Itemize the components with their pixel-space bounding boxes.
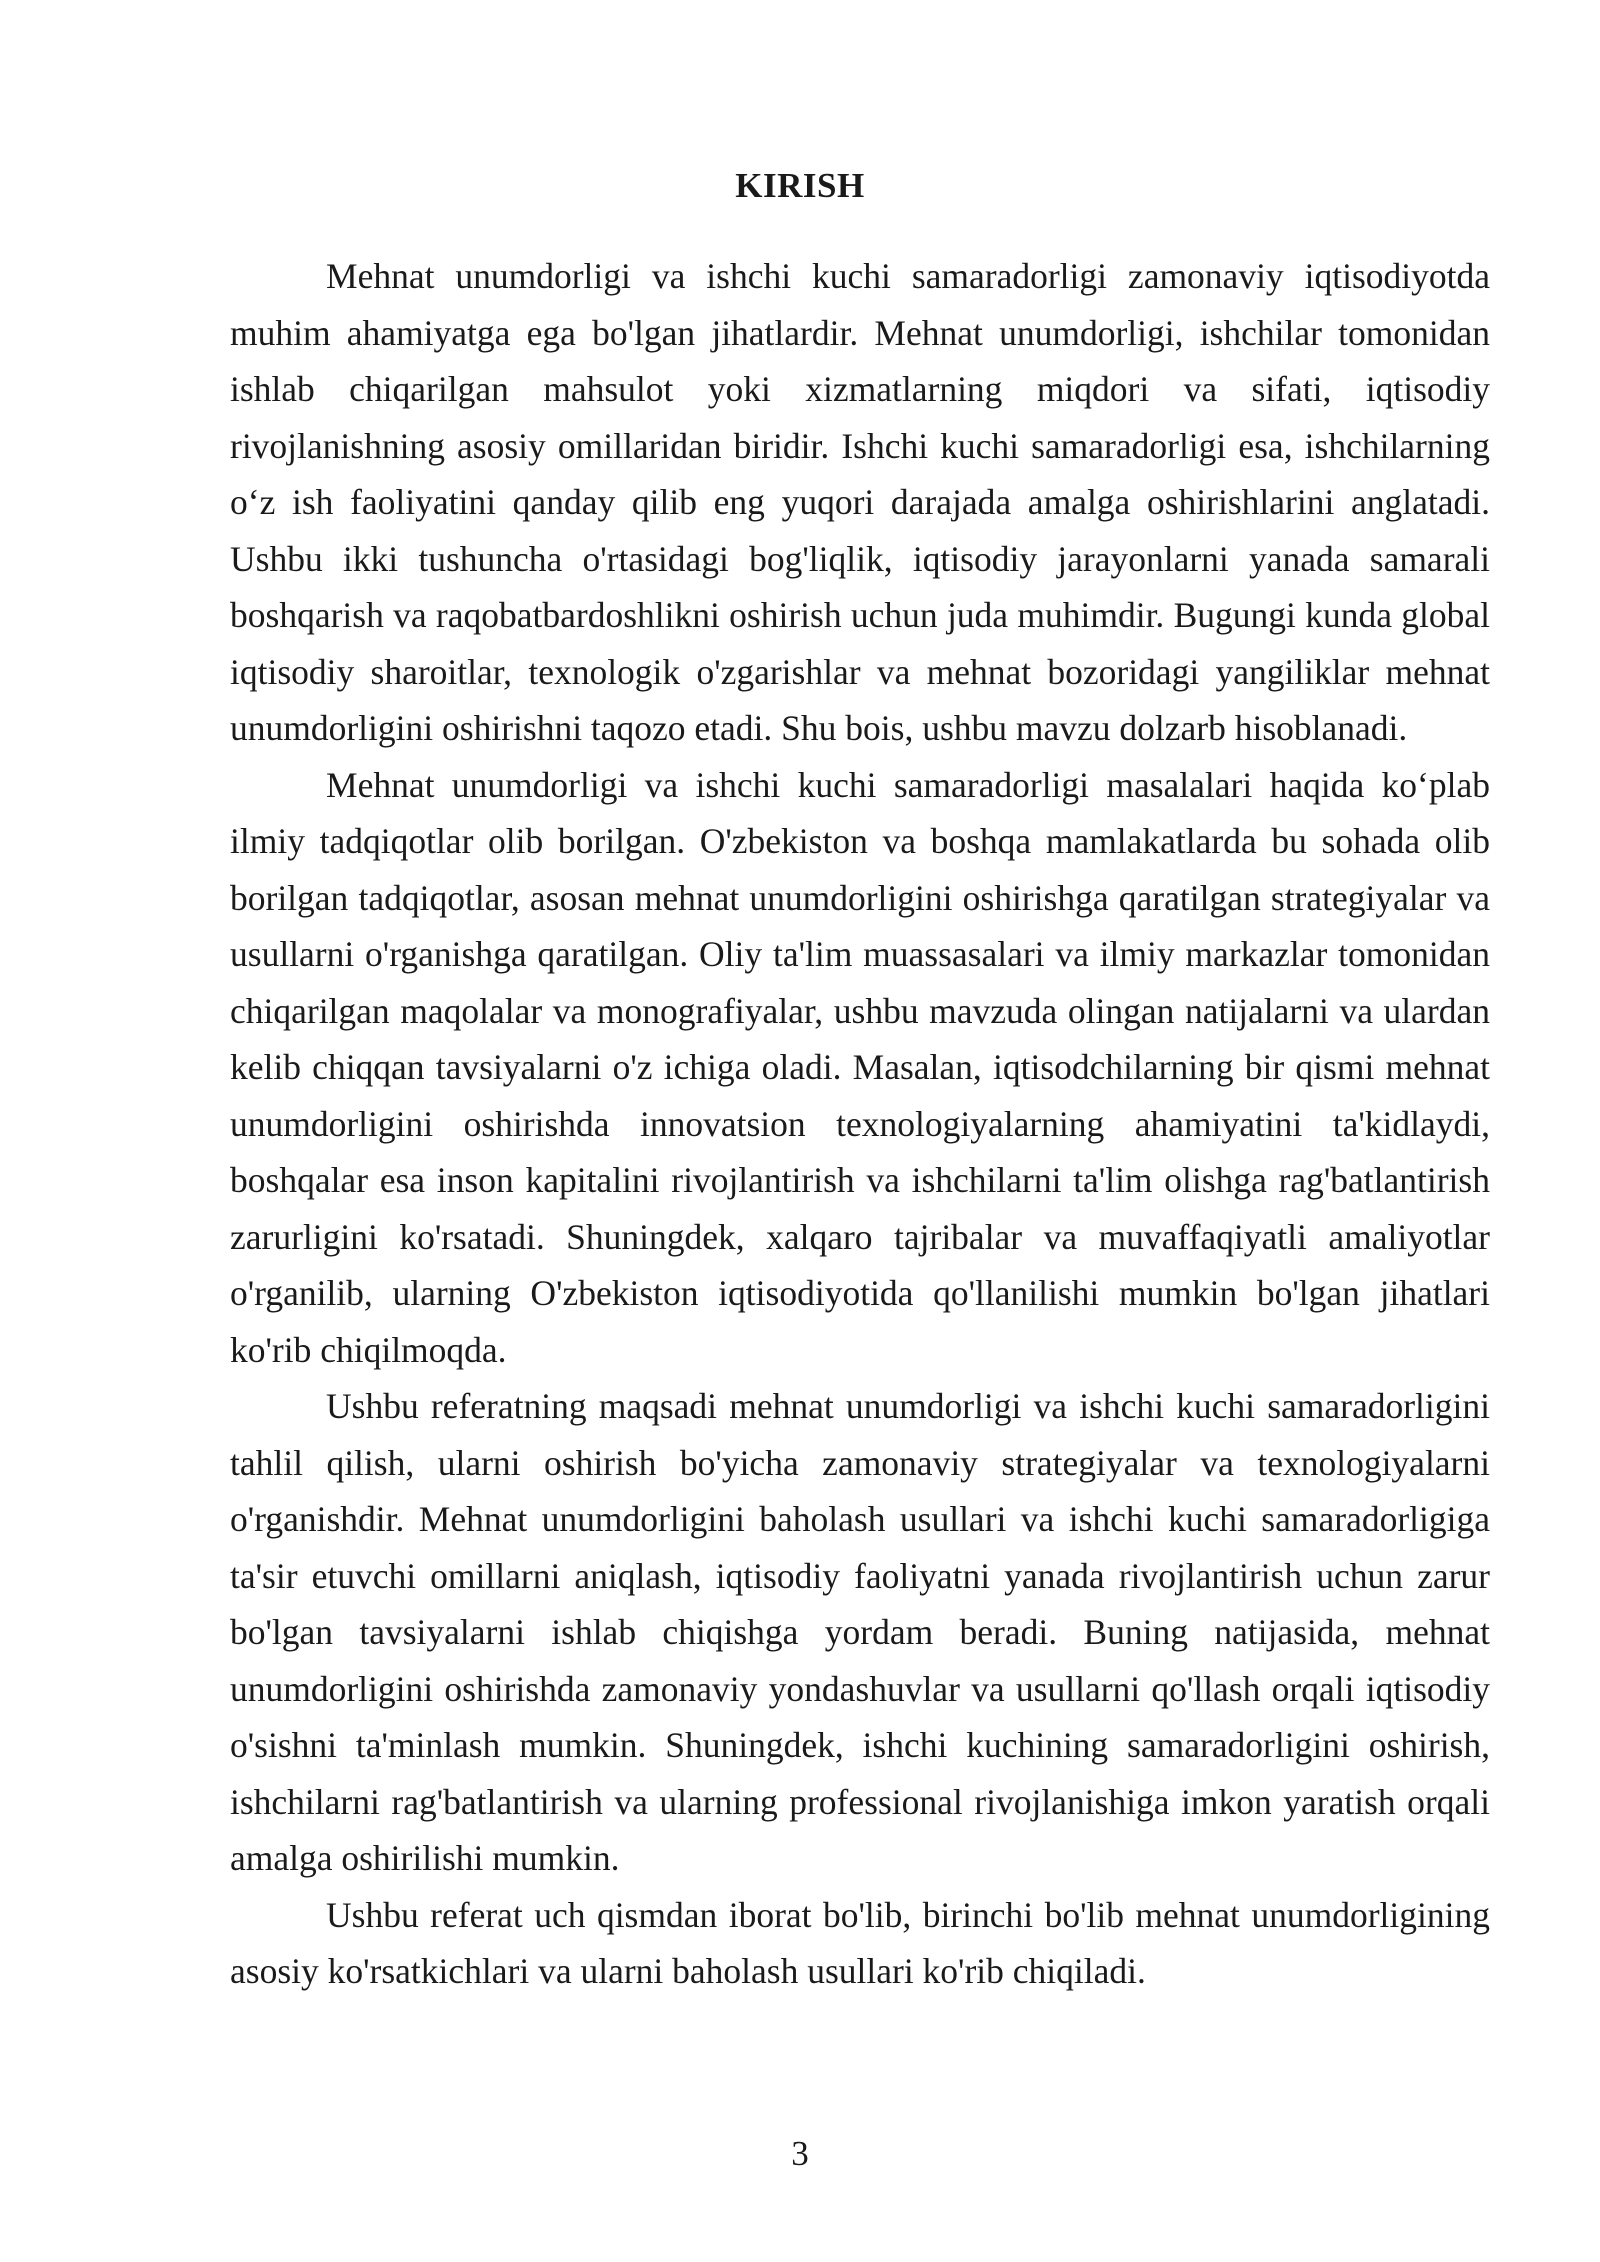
page-number: 3 — [791, 2134, 809, 2173]
paragraph-1: Mehnat unumdorligi va ishchi kuchi samaradorligi zamonaviy iqtisodiyotda muhim ahamiyatga ega bo'lgan jihatlardir. Mehnat unumdorligi, ishchilar tomonidan ishlab chiqarilgan mahsulot yoki xizmatlarning miqdori va sifati, iqtisodiy rivojlanishning asosiy omillaridan biridir. Ishchi kuchi samaradorligi esa, ishchilarning o‘z ish faoliyatini qanday qilib eng yuqori darajada amalga oshirishlarini anglatadi. Ushbu ikki tushuncha o'rtasidagi bog'liqlik, iqtisodiy jarayonlarni yanada samarali boshqarish va raqobatbardoshlikni oshirish uchun juda muhimdir. Bugungi kunda global iqtisodiy sharoitlar, texnologik o'zgarishlar va mehnat bozoridagi yangiliklar mehnat unumdorligini oshirishni taqozo etadi. Shu bois, ushbu mavzu dolzarb hisoblanadi. — [230, 256, 1490, 748]
document-body — [230, 248, 1490, 2000]
paragraph-4: Ushbu referat uch qismdan iborat bo'lib, birinchi bo'lib mehnat unumdorligining asosiy ko'rsatkichlari va ularni baholash usullari ko'rib chiqiladi. — [230, 1894, 1490, 1991]
page-title: KIRISH — [735, 166, 865, 205]
paragraph-2: Mehnat unumdorligi va ishchi kuchi samaradorligi masalalari haqida ko‘plab ilmiy tadqiqotlar olib borilgan. O'zbekiston va boshqa mamlakatlarda bu sohada olib borilgan tadqiqotlar, asosan mehnat unumdorligini oshirishga qaratilgan strategiyalar va usullarni o'rganishga qaratilgan. Oliy ta'lim muassasalari va ilmiy markazlar tomonidan chiqarilgan maqolalar va monografiyalar, ushbu mavzuda olingan natijalarni va ulardan kelib chiqqan tavsiyalarni o'z ichiga oladi. Masalan, iqtisodchilarning bir qismi mehnat unumdorligini oshirishda innovatsion texnologiyalarning ahamiyatini ta'kidlaydi, boshqalar esa inson kapitalini rivojlantirish va ishchilarni ta'lim olishga rag'batlantirish zarurligini ko'rsatadi. Shuningdek, xalqaro tajribalar va muvaffaqiyatli amaliyotlar o'rganilib, ularning O'zbekiston iqtisodiyotida qo'llanilishi mumkin bo'lgan jihatlari ko'rib chiqilmoqda. — [230, 764, 1490, 1370]
paragraph-3: Ushbu referatning maqsadi mehnat unumdorligi va ishchi kuchi samaradorligini tahlil qilish, ularni oshirish bo'yicha zamonaviy strategiyalar va texnologiyalarni o'rganishdir. Mehnat unumdorligini baholash usullari va ishchi kuchi samaradorligiga ta'sir etuvchi omillarni aniqlash, iqtisodiy faoliyatni yanada rivojlantirish uchun zarur bo'lgan tavsiyalarni ishlab chiqishga yordam beradi. Buning natijasida, mehnat unumdorligini oshirishda zamonaviy yondashuvlar va usullarni qo'llash orqali iqtisodiy o'sishni ta'minlash mumkin. Shuningdek, ishchi kuchining samaradorligini oshirish, ishchilarni rag'batlantirish va ularning professional rivojlanishiga imkon yaratish orqali amalga oshirilishi mumkin. — [230, 1386, 1490, 1878]
